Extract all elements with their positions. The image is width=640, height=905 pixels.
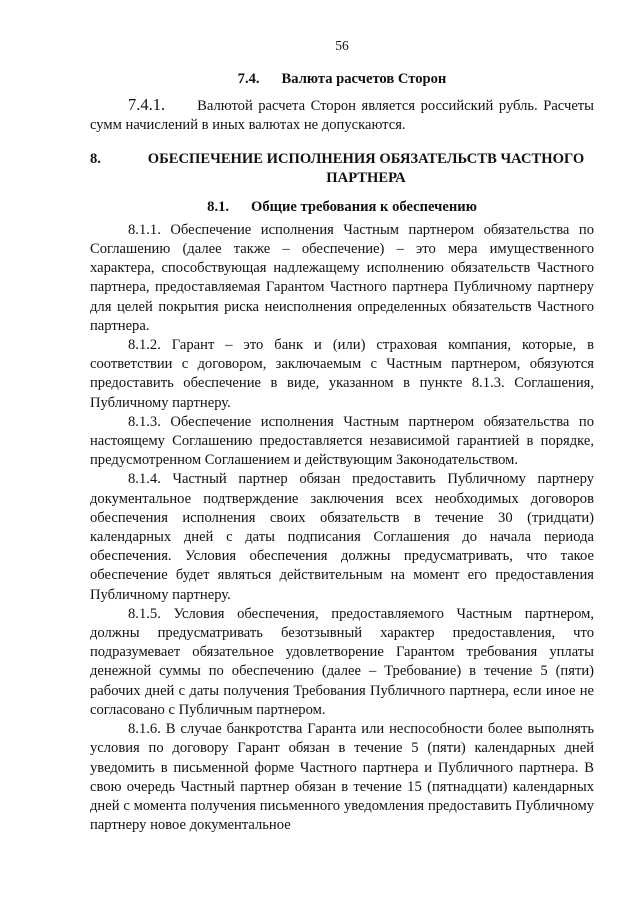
section-7-4-heading: [90, 70, 594, 89]
section-8-1-title: Общие требования к обеспечению: [251, 198, 477, 215]
section-8-heading: [90, 150, 594, 188]
page-number: 56: [335, 38, 349, 53]
clause-8-1-3: 8.1.3. Обеспечение исполнения Частным партнером обязательства по настоящему Соглашению предоставляется независимой гарантией в порядке, предусмотренном Соглашением и действующим Законодательством.: [90, 413, 594, 469]
section-8-1-heading: [90, 198, 594, 217]
section-8-title: ОБЕСПЕЧЕНИЕ ИСПОЛНЕНИЯ ОБЯЗАТЕЛЬСТВ ЧАСТНОГО ПАРТНЕРА: [147, 150, 585, 186]
clause-7-4-1-text: Валютой расчета Сторон является российский рубль. Расчеты сумм начислений в иных валютах не допускаются.: [90, 98, 594, 134]
section-7-4-title: Валюта расчетов Сторон: [281, 71, 447, 87]
page-content: [90, 70, 594, 835]
document-page: [90, 0, 594, 905]
clause-8-1-2: 8.1.2. Гарант – это банк и (или) страховая компания, которые, в соответствии с договором, заключаемым с Частным партнером, обязуются предоставить обеспечение в виде, указанном в пункте 8.1.3. Соглашения, Публичному партнеру.: [90, 337, 594, 411]
clause-8-1-1: 8.1.1. Обеспечение исполнения Частным партнером обязательства по Соглашению (далее также – обеспечение) – это мера имущественного характера, способствующая надлежащему исполнению обязательств Частного партнера, предоставляемая Гарантом Частного партнера Публичному партнеру для целей покрытия риска неисполнения определенных обязательств Частного партнера.: [90, 221, 594, 334]
clause-7-4-1: [90, 95, 594, 135]
section-8-number: 8.: [90, 150, 101, 167]
clause-7-4-1-number: 7.4.1.: [128, 95, 166, 115]
section-7-4-number: 7.4.: [237, 71, 260, 87]
section-8-1-number: 8.1.: [207, 198, 230, 215]
clause-8-1-4: 8.1.4. Частный партнер обязан предоставить Публичному партнеру документальное подтверждение заключения всех необходимых договоров обеспечения исполнения своих обязательств в течение 30 (тридцати) календарных дней с даты подписания Соглашения до начала периода обеспечения. Условия обеспечения должны предусматривать, что такое обеспечение будет являться действительным на момент его предоставления Публичному партнеру.: [90, 471, 594, 603]
clause-8-1-6: 8.1.6. В случае банкротства Гаранта или неспособности более выполнять условия по договору Гарант обязан в течение 5 (пяти) календарных дней уведомить в письменной форме Частного партнера и Публичного партнера. В свою очередь Частный партнер обязан в течение 15 (пятнадцати) календарных дней с момента получения письменного уведомления предоставить Публичному партнеру новое документальное: [90, 721, 594, 834]
clause-8-1-5: 8.1.5. Условия обеспечения, предоставляемого Частным партнером, должны предусматривать безотзывный характер предоставления, что подразумевает обязательное удовлетворение Гарантом требования уплаты денежной суммы по обеспечению (далее – Требование) в течение 5 (пяти) рабочих дней с даты получения Требования Публичного партнера, если иное не согласовано с Публичным партнером.: [90, 605, 594, 718]
